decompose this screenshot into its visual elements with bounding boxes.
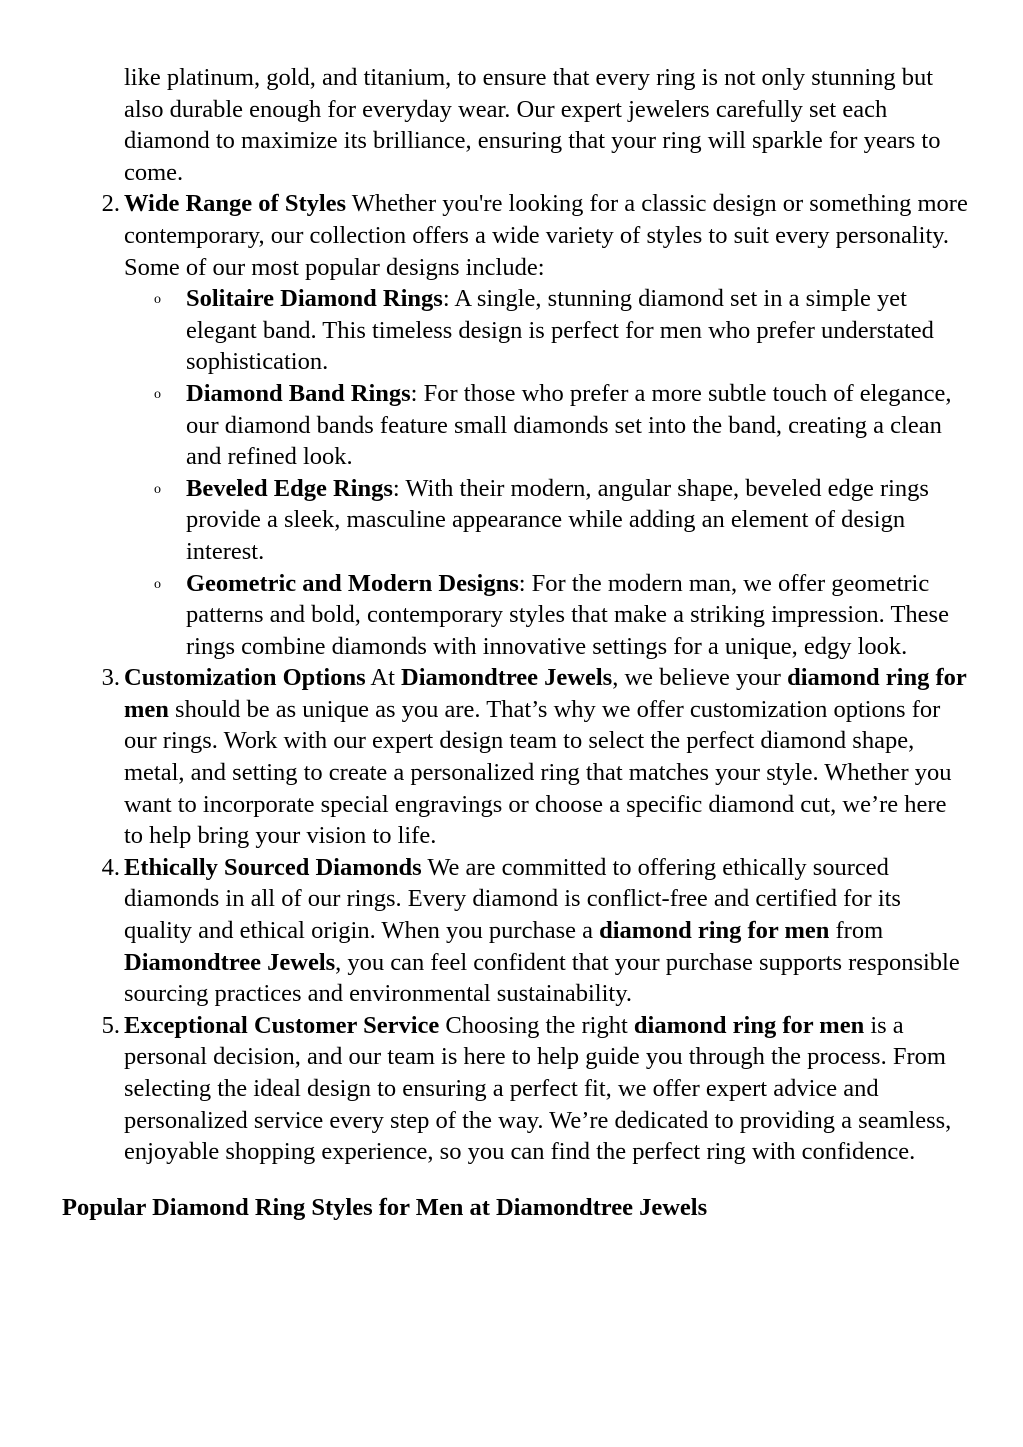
bullet-icon: o bbox=[154, 481, 161, 497]
section-heading: Popular Diamond Ring Styles for Men at Diamondtree Jewels bbox=[62, 1193, 708, 1221]
document-page bbox=[0, 62, 1023, 1223]
bullet-icon: o bbox=[154, 576, 161, 592]
list-item-customization bbox=[101, 662, 969, 852]
subitem-title: Beveled Edge Rings bbox=[186, 474, 393, 502]
subitem-text: : A single, stunning diamond set in a simple yet elegant band. This timeless design is perfect for men who prefer understated sophistication. bbox=[186, 285, 934, 376]
item-text: from bbox=[829, 917, 884, 945]
subitem-title: Diamond Band Rings bbox=[186, 379, 411, 407]
item-title: Customization Options bbox=[124, 664, 366, 692]
list-item-styles bbox=[101, 188, 969, 662]
item-number: 2. bbox=[101, 190, 120, 218]
sublist-item-beveled bbox=[154, 473, 969, 568]
subitem-title: Geometric and Modern Designs bbox=[186, 569, 519, 597]
item-text: should be as unique as you are. That’s why we offer customization options for our rings. Work with our expert design team to select the perfect diamond shape, metal, and setting to create a personalized ring that matches your style. Whether you want to incorporate special engravings or choose a specific diamond cut, we’re here to help bring your vision to life. bbox=[124, 695, 952, 850]
brand-name: Diamondtree Jewels bbox=[401, 664, 613, 692]
item-title: Exceptional Customer Service bbox=[124, 1011, 440, 1039]
features-list bbox=[0, 188, 1023, 1167]
keyword-phrase: diamond ring for men bbox=[633, 1011, 865, 1039]
item-text: Whether you're looking for a classic design or something more contemporary, our collection offers a wide variety of styles to suit every personality. Some of our most popular designs include: bbox=[124, 190, 968, 281]
bullet-icon: o bbox=[154, 386, 161, 402]
item-text: , you can feel confident that your purchase supports responsible sourcing practices and environmental sustainability. bbox=[124, 948, 960, 1008]
item-text: We are committed to offering ethically sourced diamonds in all of our rings. Every diamond is conflict-free and certified for its quality and ethical origin. When you purchase a bbox=[124, 853, 901, 945]
sublist-item-geometric bbox=[154, 568, 969, 663]
keyword-phrase: diamond ring for men bbox=[124, 664, 967, 723]
subitem-text: : With their modern, angular shape, beveled edge rings provide a sleek, masculine appearance while adding an element of design interest. bbox=[186, 474, 929, 565]
item-number: 5. bbox=[101, 1011, 120, 1039]
bullet-icon: o bbox=[154, 292, 161, 308]
item-text: At bbox=[365, 664, 402, 692]
item-title: Ethically Sourced Diamonds bbox=[124, 853, 422, 881]
intro-continuation: like platinum, gold, and titanium, to ensure that every ring is not only stunning but also durable enough for everyday wear. Our expert jewelers carefully set each diamond to maximize its brilliance, ensuring that your ring will sparkle for years to come. bbox=[124, 64, 941, 186]
sublist-item-band bbox=[154, 378, 969, 473]
list-item-ethical bbox=[101, 852, 969, 1010]
subitem-text: : For the modern man, we offer geometric patterns and bold, contemporary styles that make a striking impression. These rings combine diamonds with innovative settings for a unique, edgy look. bbox=[186, 569, 949, 660]
item-number: 4. bbox=[101, 853, 120, 881]
item-text: , we believe your bbox=[612, 664, 788, 692]
brand-name: Diamondtree Jewels bbox=[124, 948, 336, 976]
list-item-service bbox=[101, 1010, 969, 1168]
subitem-title: Solitaire Diamond Rings bbox=[186, 285, 443, 313]
sublist-item-solitaire bbox=[154, 283, 969, 378]
item-title: Wide Range of Styles bbox=[124, 190, 347, 218]
item-number: 3. bbox=[101, 664, 120, 692]
item-text: Choosing the right bbox=[439, 1011, 634, 1039]
subitem-text: : For those who prefer a more subtle touch of elegance, our diamond bands feature small diamonds set into the band, creating a clean and refined look. bbox=[186, 379, 952, 471]
item-text: is a personal decision, and our team is here to help guide you through the process. From selecting the ideal design to ensuring a perfect fit, we offer expert advice and personalized service every step of the way. We’re dedicated to providing a seamless, enjoyable shopping experience, so you can find the perfect ring with confidence. bbox=[124, 1011, 952, 1166]
keyword-phrase: diamond ring for men bbox=[599, 917, 830, 945]
styles-sublist bbox=[124, 283, 969, 662]
